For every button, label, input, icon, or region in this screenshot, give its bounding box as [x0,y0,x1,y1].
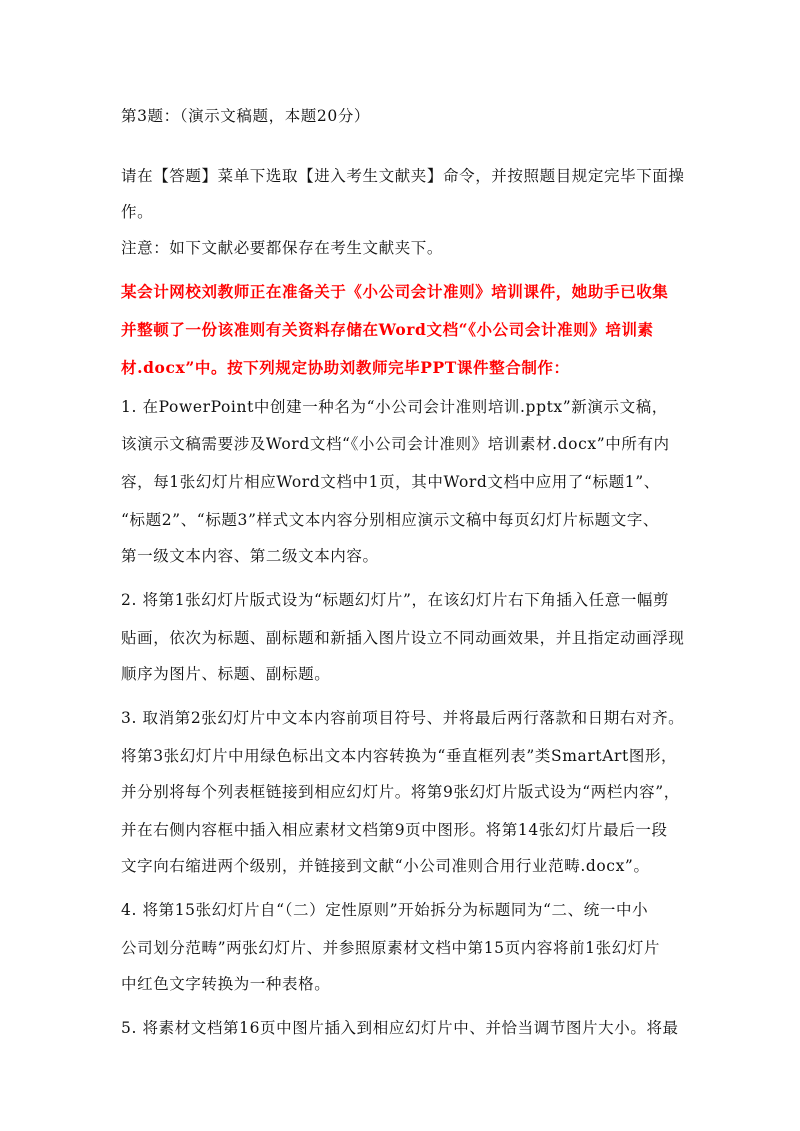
step-4-line: 中红色文字转换为一种表格。 [121,975,331,993]
instruction-line: 作。 [121,203,154,221]
step-1-line: 1. 在PowerPoint中创建一种名为“小公司会计准则培训.pptx”新演示文稿， [121,398,668,416]
step-3-line: 并分别将每个列表框链接到相应幻灯片。将第9张幻灯片版式设为“两栏内容”， [121,783,680,801]
step-4-line: 4. 将第15张幻灯片自“（二）定性原则”开始拆分为标题同为“二、统一中小 [121,901,649,919]
scenario-line: 材.docx”中。按下列规定协助刘教师完毕PPT课件整合制作： [121,358,570,377]
question-title: 第3题：（演示文稿题，本题20分） [121,107,371,125]
step-3-line: 并在右侧内容框中插入相应素材文档第9页中图形。将第14张幻灯片最后一段 [121,821,668,839]
step-2-line: 贴画，依次为标题、副标题和新插入图片设立不同动画效果，并且指定动画浮现 [121,629,685,647]
note-text: 注意：如下文献必要都保存在考生文献夹下。 [121,239,444,257]
scenario-line: 并整顿了一份该准则有关资料存储在Word文档“《小公司会计准则》培训素 [121,320,654,339]
scenario-line: 某会计网校刘教师正在准备关于《小公司会计准则》培训课件，她助手已收集 [121,282,669,301]
step-5-line: 5. 将素材文档第16页中图片插入到相应幻灯片中、并恰当调节图片大小。将最 [121,1019,679,1037]
step-3-line: 将第3张幻灯片中用绿色标出文本内容转换为“垂直框列表”类SmartArt图形， [121,747,678,765]
step-1-line: 容，每1张幻灯片相应Word文档中1页，其中Word文档中应用了“标题1”、 [121,473,660,491]
step-2-line: 2. 将第1张幻灯片版式设为“标题幻灯片”，在该幻灯片右下角插入任意一幅剪 [121,591,670,609]
step-4-line: 公司划分范畴”两张幻灯片、并参照原素材文档中第15页内容将前1张幻灯片 [121,939,661,957]
step-1-line: “标题2”、“标题3”样式文本内容分别相应演示文稿中每页幻灯片标题文字、 [121,511,660,529]
step-1-line: 第一级文本内容、第二级文本内容。 [121,547,379,565]
step-1-line: 该演示文稿需要涉及Word文档“《小公司会计准则》培训素材.docx”中所有内 [121,435,670,453]
step-3-line: 文字向右缩进两个级别，并链接到文献“小公司准则合用行业范畴.docx”。 [121,857,650,875]
instruction-line: 请在【答题】菜单下选取【进入考生文献夹】命令，并按照题目规定完毕下面操 [121,167,685,185]
step-2-line: 顺序为图片、标题、副标题。 [121,665,331,683]
step-3-line: 3. 取消第2张幻灯片中文本内容前项目符号、并将最后两行落款和日期右对齐。 [121,709,685,727]
